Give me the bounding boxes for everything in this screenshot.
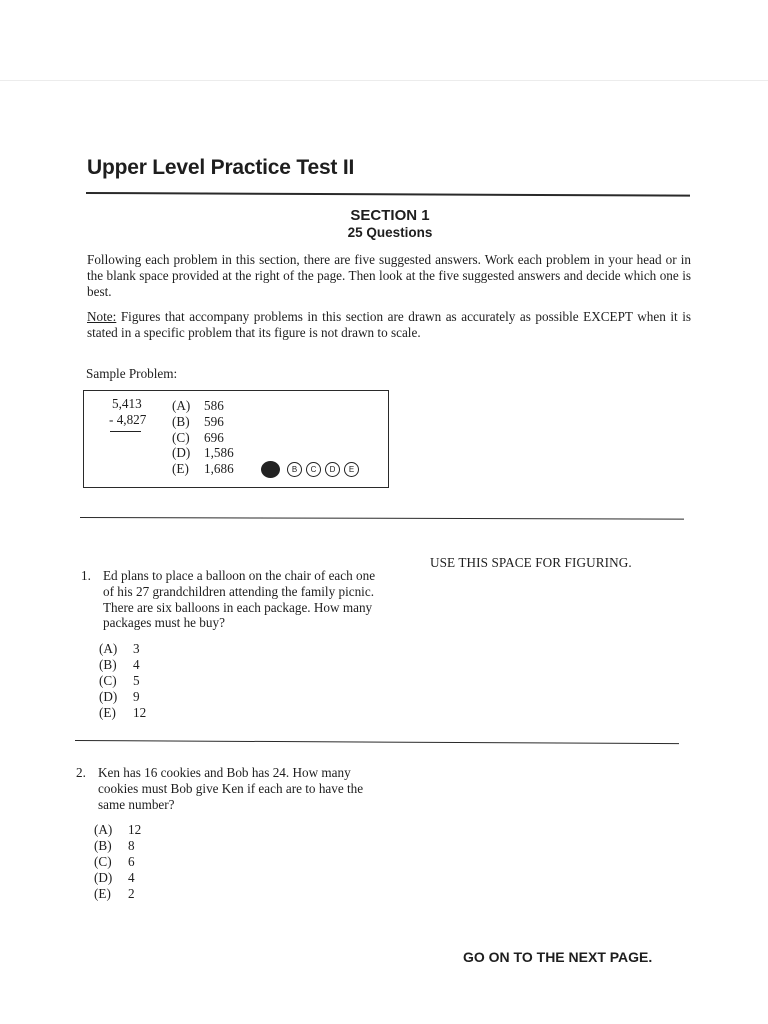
page-title: Upper Level Practice Test II	[87, 156, 355, 179]
question-2	[76, 765, 376, 902]
answer-choice: (E) 12	[99, 705, 147, 721]
answer-choice: (B) 8	[94, 838, 135, 854]
answer-choice: (A) 3	[99, 641, 140, 657]
question-text: Ken has 16 cookies and Bob has 24. How many cookies must Bob give Ken if each are to have the same number?	[98, 765, 364, 812]
sample-problem-label: Sample Problem:	[86, 366, 178, 381]
question-choices	[99, 641, 381, 721]
question-1	[81, 568, 381, 721]
note-label: Note:	[87, 309, 117, 324]
section-header	[290, 207, 490, 240]
answer-bubble-e: E	[344, 462, 359, 477]
answer-choice: (C) 6	[94, 854, 135, 870]
sample-problem-box	[83, 390, 389, 488]
note-paragraph	[87, 309, 691, 341]
title-divider	[86, 192, 690, 197]
section-name: SECTION 1	[350, 207, 430, 224]
sample-choice: (E) 1,686	[172, 461, 234, 477]
figuring-space-label: USE THIS SPACE FOR FIGURING.	[430, 555, 632, 570]
answer-choice: (B) 4	[99, 657, 140, 673]
question-choices	[94, 822, 376, 902]
sample-choice: (D) 1,586	[172, 445, 234, 461]
sample-choice: (C) 696	[172, 429, 224, 445]
sample-choice: (B) 596	[172, 413, 224, 429]
section-divider	[80, 517, 684, 520]
answer-bubble-b: B	[287, 462, 302, 477]
next-page-footer: GO ON TO THE NEXT PAGE.	[463, 949, 653, 965]
answer-choice: (E) 2	[94, 886, 135, 902]
answer-bubble-d: D	[325, 462, 340, 477]
sample-choices	[172, 398, 234, 477]
sample-top-number: 5,413	[112, 396, 142, 411]
answer-choice: (D) 9	[99, 689, 140, 705]
answer-choice: (A) 12	[94, 822, 142, 838]
question-number: 1.	[81, 568, 91, 583]
answer-bubble-a-filled	[261, 461, 280, 478]
question-divider	[75, 740, 679, 744]
section-question-count: 25 Questions	[347, 225, 433, 240]
sample-choice: (A) 586	[172, 398, 224, 413]
sample-bottom-number: - 4,827	[109, 412, 147, 427]
instructions-paragraph: Following each problem in this section, there are five suggested answers. Work each problem in your head or in the blank space provided at the right of the page. Then look at the five suggested answers and decide which one is best.	[87, 252, 691, 299]
answer-bubbles	[261, 461, 359, 478]
note-text: Figures that accompany problems in this section are drawn as accurately as possible EXCEPT when it is stated in a specific problem that its figure is not drawn to scale.	[87, 309, 691, 340]
answer-choice: (D) 4	[94, 870, 135, 886]
answer-choice: (C) 5	[99, 673, 140, 689]
scan-edge-line	[0, 80, 768, 81]
subtraction-line	[110, 431, 141, 432]
question-text: Ed plans to place a balloon on the chair of each one of his 27 grandchildren attending the family picnic. There are six balloons in each package. How many packages must he buy?	[103, 568, 376, 631]
answer-bubble-c: C	[306, 462, 321, 477]
question-number: 2.	[76, 765, 86, 780]
